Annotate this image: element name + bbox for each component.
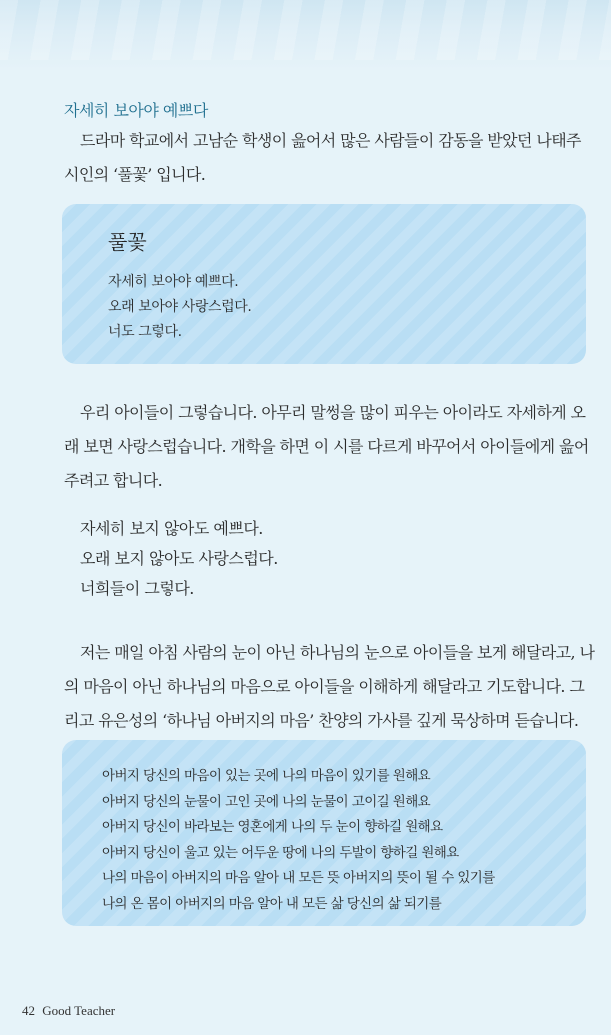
- poem-title: 풀꽃: [108, 230, 147, 254]
- paragraph-line: 래 보면 사랑스럽습니다. 개학을 하면 이 시를 다르게 바꾸어서 아이들에게 읊어: [64, 437, 589, 456]
- poem-line: 자세히 보아야 예쁘다.: [108, 274, 239, 290]
- paragraph-children: [64, 396, 589, 498]
- paragraph-line: 의 마음이 아닌 하나님의 마음으로 아이들을 이해하게 해달라고 기도합니다. 그: [64, 677, 585, 696]
- section-title: 자세히 보아야 예쁘다: [64, 101, 208, 120]
- poem-box: [62, 204, 586, 364]
- lyric-line: 나의 마음이 아버지의 마음 알아 내 모든 뜻 아버지의 뜻이 될 수 있기를: [102, 870, 495, 887]
- paragraph-intro: [64, 124, 586, 192]
- paragraph-line: 리고 유은성의 ‘하나님 아버지의 마음’ 찬양의 가사를 깊게 묵상하며 듣습니다.: [64, 711, 579, 730]
- lyric-line: 나의 온 몸이 아버지의 마음 알아 내 모든 삶 당신의 삶 되기를: [102, 895, 442, 912]
- page-footer: [22, 1003, 115, 1019]
- poem-variant-line: 오래 보지 않아도 사랑스럽다.: [80, 549, 278, 568]
- paragraph-line: 드라마 학교에서 고남순 학생이 읊어서 많은 사람들이 감동을 받았던 나태주: [80, 131, 581, 150]
- poem-line: 오래 보아야 사랑스럽다.: [108, 299, 252, 315]
- poem-variant: [80, 514, 278, 604]
- paragraph-line: 저는 매일 아침 사람의 눈이 아닌 하나님의 눈으로 아이들을 보게 해달라고, 나: [80, 643, 595, 662]
- lyrics-lines: [102, 764, 495, 918]
- lyric-line: 아버지 당신이 울고 있는 어두운 땅에 나의 두발이 향하길 원해요: [102, 844, 459, 861]
- paragraph-line: 시인의 ‘풀꽃’ 입니다.: [64, 165, 206, 184]
- poem-variant-line: 자세히 보지 않아도 예쁘다.: [80, 519, 263, 538]
- poem-variant-line: 너희들이 그렇다.: [80, 579, 194, 598]
- page-number: 42: [22, 1003, 35, 1018]
- poem-lines: [108, 270, 251, 345]
- paragraph-line: 우리 아이들이 그렇습니다. 아무리 말썽을 많이 피우는 아이라도 자세하게 오: [80, 403, 586, 422]
- lyric-line: 아버지 당신의 마음이 있는 곳에 나의 마음이 있기를 원해요: [102, 768, 431, 784]
- paragraph-line: 주려고 합니다.: [64, 471, 163, 490]
- header-background: [0, 0, 611, 70]
- lyric-line: 아버지 당신의 눈물이 고인 곳에 나의 눈물이 고이길 원해요: [102, 793, 431, 810]
- magazine-name: Good Teacher: [42, 1003, 116, 1018]
- lyric-line: 아버지 당신이 바라보는 영혼에게 나의 두 눈이 향하길 원해요: [102, 819, 443, 836]
- paragraph-prayer: [64, 636, 595, 738]
- poem-line: 너도 그렇다.: [108, 324, 182, 340]
- lyrics-box: [62, 740, 586, 926]
